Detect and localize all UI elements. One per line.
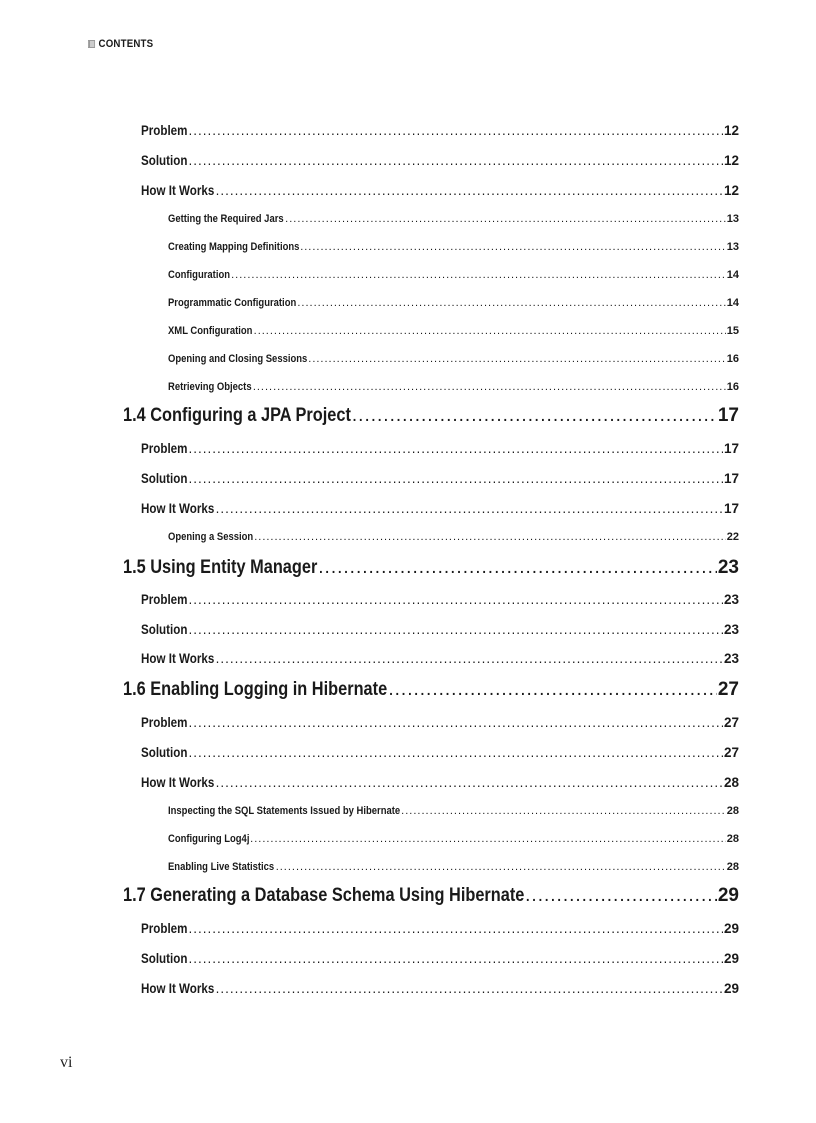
- toc-entry-page: 29: [723, 981, 739, 996]
- toc-section-page: 29: [717, 885, 739, 906]
- toc-entry-solution[interactable]: [141, 622, 739, 637]
- toc-entry-how-it-works[interactable]: [141, 775, 739, 790]
- toc-entry-retrieving-objects[interactable]: [168, 381, 739, 393]
- toc-entry-label: Solution: [141, 471, 188, 486]
- toc-entry-label: Problem: [141, 441, 188, 456]
- page-number: vi: [60, 1054, 73, 1071]
- toc-leader-dots: [188, 441, 722, 456]
- toc-section-1-4[interactable]: [123, 405, 739, 427]
- toc-leader-dots: [188, 745, 723, 760]
- toc-entry-page: 13: [726, 241, 739, 253]
- toc-entry-page: 12: [723, 123, 739, 138]
- toc-leader-dots: [401, 805, 726, 817]
- toc-leader-dots: [525, 885, 717, 907]
- toc-leader-dots: [216, 981, 723, 996]
- toc-entry-label: Programmatic Configuration: [168, 297, 297, 309]
- toc-entry-label: Enabling Live Statistics: [168, 861, 275, 873]
- toc-leader-dots: [231, 269, 726, 281]
- toc-entry-label: Solution: [141, 951, 188, 966]
- toc-entry-programmatic-configuration[interactable]: [168, 297, 739, 309]
- toc-leader-dots: [276, 861, 726, 873]
- toc-leader-dots: [188, 951, 723, 966]
- toc-entry-solution[interactable]: [141, 951, 739, 966]
- toc-entry-opening-a-session[interactable]: [168, 531, 739, 543]
- toc-entry-label: Solution: [141, 622, 188, 637]
- toc-leader-dots: [216, 501, 723, 516]
- toc-entry-xml-configuration[interactable]: [168, 325, 739, 337]
- toc-section-label: 1.5 Using Entity Manager: [123, 557, 318, 578]
- toc-leader-dots: [308, 353, 725, 365]
- toc-entry-page: 12: [723, 183, 739, 198]
- toc-entry-page: 13: [726, 213, 739, 225]
- toc-entry-label: How It Works: [141, 981, 215, 996]
- toc-entry-page: 14: [726, 269, 739, 281]
- running-title: CONTENTS: [98, 38, 154, 50]
- toc-leader-dots: [352, 405, 717, 427]
- toc-entry-configuring-log4j[interactable]: [168, 833, 739, 845]
- toc-section-page: 23: [717, 557, 739, 578]
- toc-entry-page: 17: [723, 501, 739, 516]
- toc-entry-page: 16: [726, 353, 739, 365]
- toc-entry-page: 23: [723, 651, 739, 666]
- toc-entry-page: 17: [723, 441, 739, 456]
- toc-section-label: 1.6 Enabling Logging in Hibernate: [123, 679, 388, 700]
- toc-entry-label: Configuration: [168, 269, 231, 281]
- toc-entry-configuration[interactable]: [168, 269, 739, 281]
- toc-entry-problem[interactable]: [141, 441, 739, 456]
- toc-entry-label: How It Works: [141, 775, 215, 790]
- toc-entry-label: How It Works: [141, 651, 215, 666]
- toc-entry-page: 16: [726, 381, 739, 393]
- toc-entry-label: Solution: [141, 745, 188, 760]
- toc-leader-dots: [188, 622, 723, 637]
- toc-entry-label: Opening a Session: [168, 531, 254, 543]
- toc-entry-inspecting-sql-statements[interactable]: [168, 805, 739, 817]
- toc-entry-problem[interactable]: [141, 123, 739, 138]
- toc-entry-page: 27: [723, 715, 739, 730]
- toc-entry-page: 17: [723, 471, 739, 486]
- toc-leader-dots: [216, 651, 723, 666]
- toc-entry-label: Opening and Closing Sessions: [168, 353, 308, 365]
- toc-leader-dots: [188, 123, 722, 138]
- toc-entry-label: XML Configuration: [168, 325, 253, 337]
- toc-entry-label: Problem: [141, 123, 188, 138]
- toc-leader-dots: [188, 592, 722, 607]
- toc-entry-label: How It Works: [141, 183, 215, 198]
- toc-entry-enabling-live-statistics[interactable]: [168, 861, 739, 873]
- toc-entry-page: 28: [726, 805, 739, 817]
- toc-leader-dots: [188, 715, 722, 730]
- toc-leader-dots: [318, 557, 717, 579]
- toc-entry-page: 29: [723, 921, 739, 936]
- toc-section-page: 17: [717, 405, 739, 426]
- toc-entry-label: Problem: [141, 592, 188, 607]
- toc-entry-opening-closing-sessions[interactable]: [168, 353, 739, 365]
- toc-entry-page: 28: [726, 833, 739, 845]
- toc-entry-page: 22: [726, 531, 739, 543]
- toc-entry-solution[interactable]: [141, 471, 739, 486]
- toc-entry-label: Configuring Log4j: [168, 833, 250, 845]
- toc-entry-page: 28: [726, 861, 739, 873]
- toc-entry-label: Getting the Required Jars: [168, 213, 284, 225]
- toc-entry-page: 29: [723, 951, 739, 966]
- toc-entry-creating-mapping-definitions[interactable]: [168, 241, 739, 253]
- toc-entry-how-it-works[interactable]: [141, 981, 739, 996]
- toc-leader-dots: [300, 241, 726, 253]
- toc-leader-dots: [250, 833, 726, 845]
- toc-entry-label: Problem: [141, 921, 188, 936]
- toc-section-1-7[interactable]: [123, 885, 739, 907]
- toc-entry-how-it-works[interactable]: [141, 651, 739, 666]
- toc-entry-page: 23: [723, 622, 739, 637]
- toc-leader-dots: [216, 775, 723, 790]
- toc-leader-dots: [253, 381, 726, 393]
- toc-section-label: 1.7 Generating a Database Schema Using Hibernate: [123, 885, 525, 906]
- toc-entry-label: Creating Mapping Definitions: [168, 241, 300, 253]
- toc-entry-problem[interactable]: [141, 921, 739, 936]
- toc-entry-getting-required-jars[interactable]: [168, 213, 739, 225]
- toc-leader-dots: [254, 325, 726, 337]
- toc-entry-page: 28: [723, 775, 739, 790]
- toc-entry-how-it-works[interactable]: [141, 501, 739, 516]
- toc-leader-dots: [388, 679, 716, 701]
- toc-leader-dots: [216, 183, 723, 198]
- toc-entry-page: 12: [723, 153, 739, 168]
- toc-leader-dots: [254, 531, 726, 543]
- toc-section-1-5[interactable]: [123, 557, 739, 579]
- toc-leader-dots: [188, 471, 723, 486]
- toc-section-1-6[interactable]: [123, 679, 739, 701]
- toc-entry-solution[interactable]: [141, 745, 739, 760]
- toc-entry-page: 14: [726, 297, 739, 309]
- toc-leader-dots: [285, 213, 726, 225]
- toc-entry-page: 27: [723, 745, 739, 760]
- toc-leader-dots: [188, 153, 723, 168]
- toc-entry-label: Solution: [141, 153, 188, 168]
- toc-entry-label: Problem: [141, 715, 188, 730]
- toc-leader-dots: [188, 921, 722, 936]
- toc-entry-problem[interactable]: [141, 592, 739, 607]
- toc-entry-page: 23: [723, 592, 739, 607]
- toc-entry-label: Inspecting the SQL Statements Issued by Hibernate: [168, 805, 401, 817]
- toc-entry-label: Retrieving Objects: [168, 381, 252, 393]
- toc-entry-solution[interactable]: [141, 153, 739, 168]
- toc-section-label: 1.4 Configuring a JPA Project: [123, 405, 351, 426]
- toc-leader-dots: [297, 297, 725, 309]
- toc-entry-problem[interactable]: [141, 715, 739, 730]
- toc-entry-label: How It Works: [141, 501, 215, 516]
- toc-entry-how-it-works[interactable]: [141, 183, 739, 198]
- toc-entry-page: 15: [726, 325, 739, 337]
- toc-section-page: 27: [717, 679, 739, 700]
